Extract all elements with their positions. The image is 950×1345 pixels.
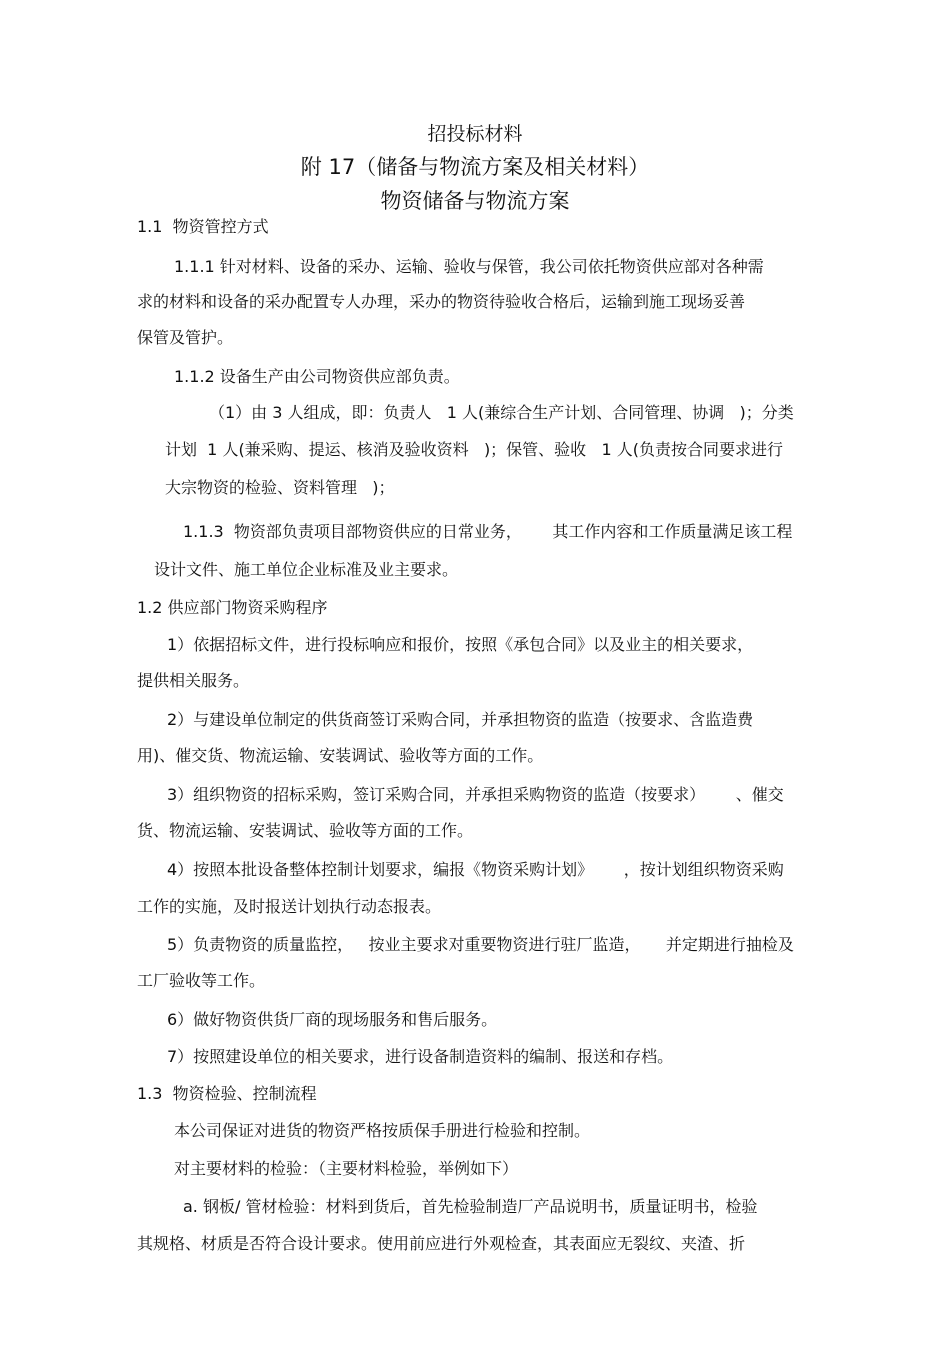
list-item: 1）依据招标文件，进行投标响应和报价，按照《承包合同》以及业主的相关要求， [167, 635, 754, 654]
paragraph-line: 本公司保证对进货的物资严格按质保手册进行检验和控制。 [174, 1121, 591, 1140]
paragraph-line: 大宗物资的检验、资料管理 )； [165, 478, 395, 497]
list-item-continuation: 用)、催交货、物流运输、安装调试、验收等方面的工作。 [137, 746, 544, 765]
list-item-continuation: 提供相关服务。 [137, 671, 250, 690]
section-heading-1-2: 1.2 供应部门物资采购程序 [137, 598, 328, 617]
paragraph-line: 设计文件、施工单位企业标准及业主要求。 [154, 560, 459, 579]
paragraph-line: 计划 1 人(兼采购、提运、核消及验收资料 )；保管、验收 1 人(负责按合同要求进行 [165, 440, 783, 459]
paragraph-line: 求的材料和设备的采办配置专人办理，采办的物资待验收合格后，运输到施工现场妥善 [137, 292, 746, 311]
document-header-title: 招投标材料 [427, 123, 523, 145]
section-heading-1-3: 1.3 物资检验、控制流程 [137, 1084, 317, 1103]
list-item: 5）负责物资的质量监控， 按业主要求对重要物资进行驻厂监造， 并定期进行抽检及 [167, 935, 794, 954]
list-item-continuation: 工厂验收等工作。 [137, 971, 266, 990]
paragraph-line: 1.1.1 针对材料、设备的采办、运输、验收与保管，我公司依托物资供应部对各种需 [174, 257, 764, 276]
paragraph-line: 1.1.3 物资部负责项目部物资供应的日常业务， 其工作内容和工作质量满足该工程 [183, 522, 793, 541]
list-item: 7）按照建设单位的相关要求，进行设备制造资料的编制、报送和存档。 [167, 1047, 674, 1066]
list-item-continuation: 货、物流运输、安装调试、验收等方面的工作。 [137, 821, 474, 840]
paragraph-line: 1.1.2 设备生产由公司物资供应部负责。 [174, 367, 460, 386]
document-subtitle: 附 17（储备与物流方案及相关材料） [300, 155, 650, 179]
paragraph-line: a. 钢板/ 管材检验：材料到货后，首先检验制造厂产品说明书，质量证明书，检验 [183, 1197, 758, 1216]
list-item: 2）与建设单位制定的供货商签订采购合同，并承担物资的监造（按要求、含监造费 [167, 710, 754, 729]
paragraph-line: 其规格、材质是否符合设计要求。使用前应进行外观检查，其表面应无裂纹、夹渣、折 [137, 1234, 746, 1253]
list-item: 3）组织物资的招标采购，签订采购合同，并承担采购物资的监造（按要求） 、催交 [167, 785, 784, 804]
list-item: 4）按照本批设备整体控制计划要求，编报《物资采购计划》 ，按计划组织物资采购 [167, 860, 784, 879]
list-item: 6）做好物资供货厂商的现场服务和售后服务。 [167, 1010, 498, 1029]
paragraph-line: （1）由 3 人组成，即：负责人 1 人(兼综合生产计划、合同管理、协调 )；分类 [209, 403, 794, 422]
list-item-continuation: 工作的实施，及时报送计划执行动态报表。 [137, 897, 442, 916]
document-title: 物资储备与物流方案 [380, 189, 570, 213]
section-heading-1-1: 1.1 物资管控方式 [137, 217, 269, 236]
paragraph-line: 保管及管护。 [137, 328, 234, 347]
paragraph-line: 对主要材料的检验：（主要材料检验，举例如下） [174, 1159, 519, 1178]
